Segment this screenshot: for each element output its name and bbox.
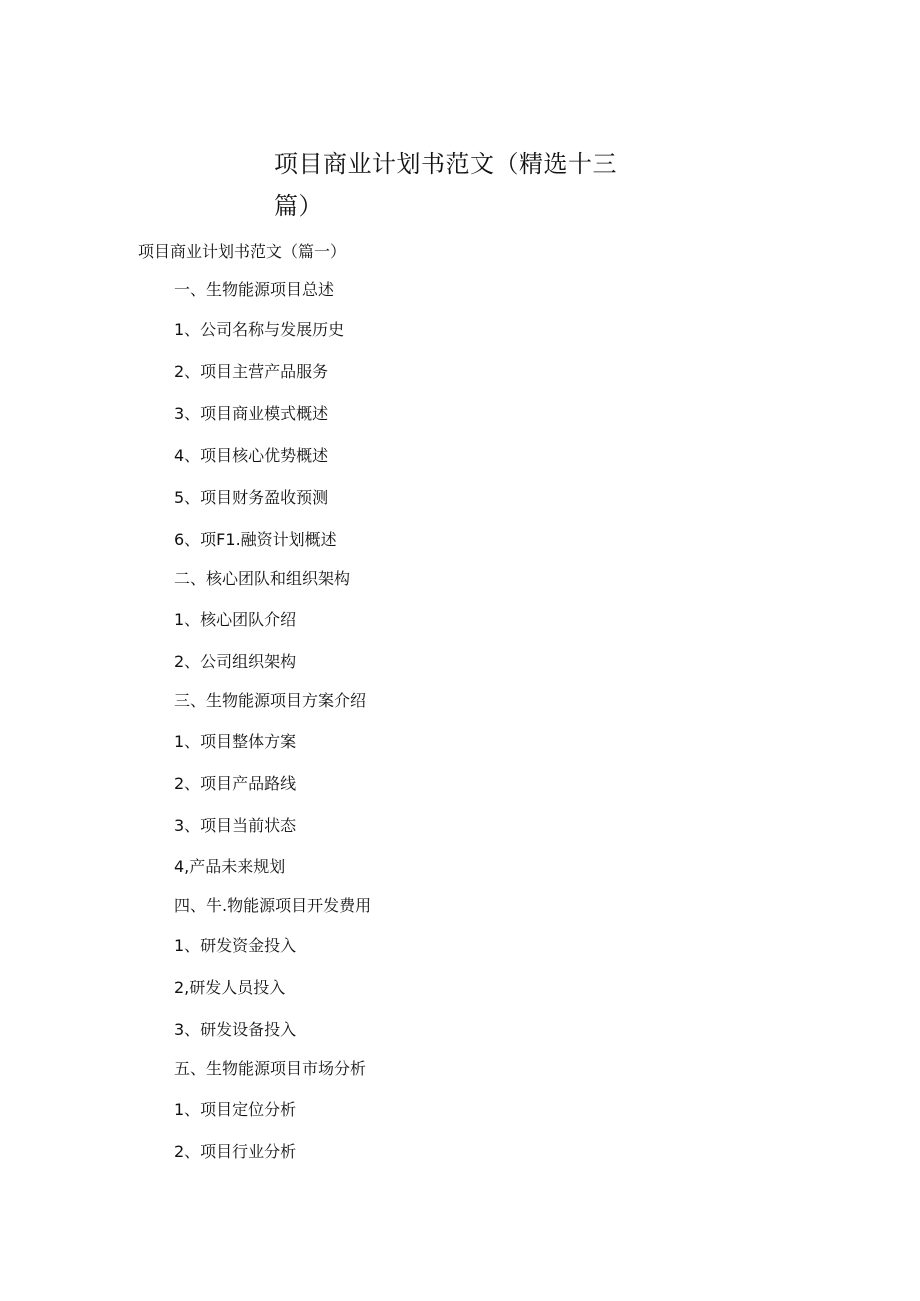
list-item: 2、公司组织架构	[174, 652, 297, 671]
list-item: 5、项目财务盈收预测	[174, 488, 329, 507]
list-item: 3、项目商业模式概述	[174, 404, 329, 423]
section-heading: 一、生物能源项目总述	[174, 280, 335, 299]
list-item: 1、研发资金投入	[174, 936, 297, 955]
document-title: 项目商业计划书范文（精选十三篇）	[274, 150, 617, 220]
section-heading: 二、核心团队和组织架构	[174, 569, 351, 588]
list-item: 4、项目核心优势概述	[174, 446, 329, 465]
section-heading: 三、生物能源项目方案介绍	[174, 691, 367, 710]
list-item: 1、项目整体方案	[174, 732, 297, 751]
section-heading: 四、牛.物能源项目开发费用	[174, 896, 372, 915]
list-item: 3、项目当前状态	[174, 816, 297, 835]
list-item: 2、项目主营产品服务	[174, 362, 329, 381]
list-item: 1、公司名称与发展历史	[174, 320, 345, 339]
list-item: 4,产品未来规划	[174, 857, 286, 876]
list-item: 2、项目行业分析	[174, 1142, 297, 1161]
list-item: 3、研发设备投入	[174, 1020, 297, 1039]
section-heading: 五、生物能源项目市场分析	[174, 1059, 367, 1078]
document-subtitle: 项目商业计划书范文（篇一）	[138, 242, 347, 261]
list-item: 1、核心团队介绍	[174, 610, 297, 629]
list-item: 1、项目定位分析	[174, 1100, 297, 1119]
list-item: 2、项目产品路线	[174, 774, 297, 793]
list-item: 2,研发人员投入	[174, 978, 286, 997]
list-item: 6、项F1.融资计划概述	[174, 530, 337, 549]
